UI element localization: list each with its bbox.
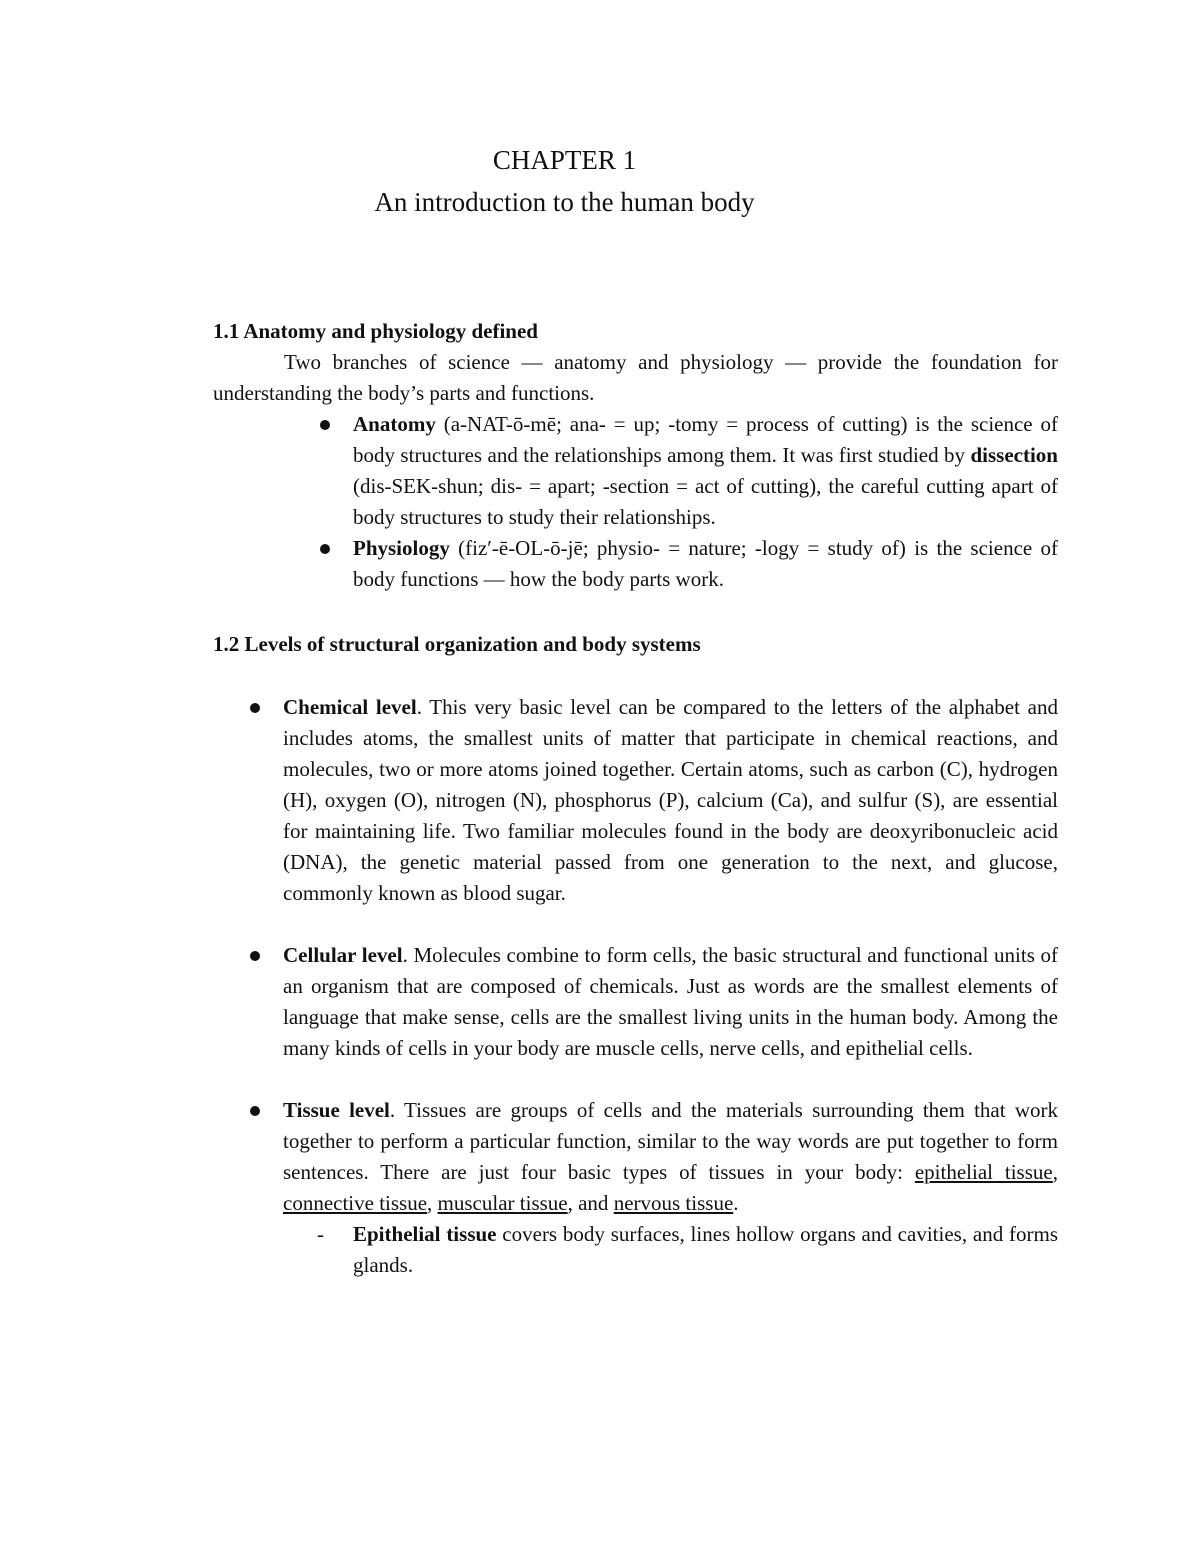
anatomy-text-b: (dis-SEK-shun; dis- = apart; -section = act of cutting), the careful cutting apart of body structures to study their relationships. — [353, 474, 1058, 529]
epithelial-tissue-text: covers body surfaces, lines hollow organs and cavities, and forms glands. — [353, 1222, 1058, 1277]
term-dissection: dissection — [970, 443, 1058, 467]
tissue-sublist — [213, 1219, 1058, 1281]
dash-marker: - — [317, 1222, 324, 1246]
tissue-level-text: . Tissues are groups of cells and the materials surrounding them that work together to perform a particular function, similar to the way words are put together to form sentences. There are just four basic types of tissues in your body: — [283, 1098, 1059, 1184]
term-anatomy: Anatomy — [353, 412, 436, 436]
sentence-end: . — [733, 1191, 739, 1215]
section-1-title: 1.1 Anatomy and physiology defined — [213, 319, 538, 343]
section-1-intro: Two branches of science — anatomy and physiology — provide the foundation for understanding the body’s parts and functions. — [213, 350, 1058, 405]
list-item-tissue-level — [213, 1095, 1058, 1219]
separator: , and — [567, 1191, 614, 1215]
sublist-item-epithelial — [213, 1219, 1058, 1281]
term-epithelial-tissue: Epithelial tissue — [353, 1222, 497, 1246]
chapter-heading: CHAPTER 1 — [492, 145, 637, 175]
list-item-cellular-level — [213, 940, 1058, 1064]
list-item-chemical-level — [213, 692, 1058, 909]
anatomy-text-a: (a-NAT-ō-mē; ana- = up; -tomy = process of cutting) is the science of body structures and the relationships among them. It was first studied by — [353, 412, 1058, 467]
bullet-icon — [250, 951, 260, 961]
section-2-title: 1.2 Levels of structural organization and body systems — [213, 632, 701, 656]
term-chemical-level: Chemical level — [283, 695, 417, 719]
section-1-list — [213, 409, 1058, 595]
tissue-type-epithelial: epithelial tissue — [914, 1160, 1053, 1184]
tissue-type-connective: connective tissue — [283, 1191, 428, 1215]
chapter-subtitle: An introduction to the human body — [374, 187, 755, 217]
tissue-type-nervous: nervous tissue — [613, 1191, 734, 1215]
separator: , — [427, 1191, 438, 1215]
tissue-type-muscular: muscular tissue — [437, 1191, 568, 1215]
separator: , — [1052, 1160, 1058, 1184]
chemical-level-text: . This very basic level can be compared to the letters of the alphabet and includes atoms, the smallest units of matter that participate in chemical reactions, and molecules, two or more atoms joined together. Certain atoms, such as carbon (C), hydrogen (H), oxygen (O), nitrogen (N), phosphorus (P), calcium (Ca), and sulfur (S), are essential for maintaining life. Two familiar molecules found in the body are deoxyribonucleic acid (DNA), the genetic material passed from one generation to the next, and glucose, commonly known as blood sugar. — [283, 695, 1058, 905]
list-item-physiology — [213, 533, 1058, 595]
list-item-anatomy — [213, 409, 1058, 533]
term-cellular-level: Cellular level — [283, 943, 403, 967]
bullet-icon — [320, 544, 330, 554]
term-tissue-level: Tissue level — [283, 1098, 390, 1122]
bullet-icon — [320, 420, 330, 430]
bullet-icon — [250, 703, 260, 713]
physiology-text: (fiz′-ē-OL-ō-jē; physio- = nature; -logy = study of) is the science of body functions — how the body parts work. — [353, 536, 1058, 591]
cellular-level-text: . Molecules combine to form cells, the basic structural and functional units of an organism that are composed of chemicals. Just as words are the smallest elements of language that make sense, cells are the smallest living units in the human body. Among the many kinds of cells in your body are muscle cells, nerve cells, and epithelial cells. — [283, 943, 1059, 1060]
section-2-list — [213, 692, 1058, 1219]
term-physiology: Physiology — [353, 536, 450, 560]
bullet-icon — [250, 1106, 260, 1116]
